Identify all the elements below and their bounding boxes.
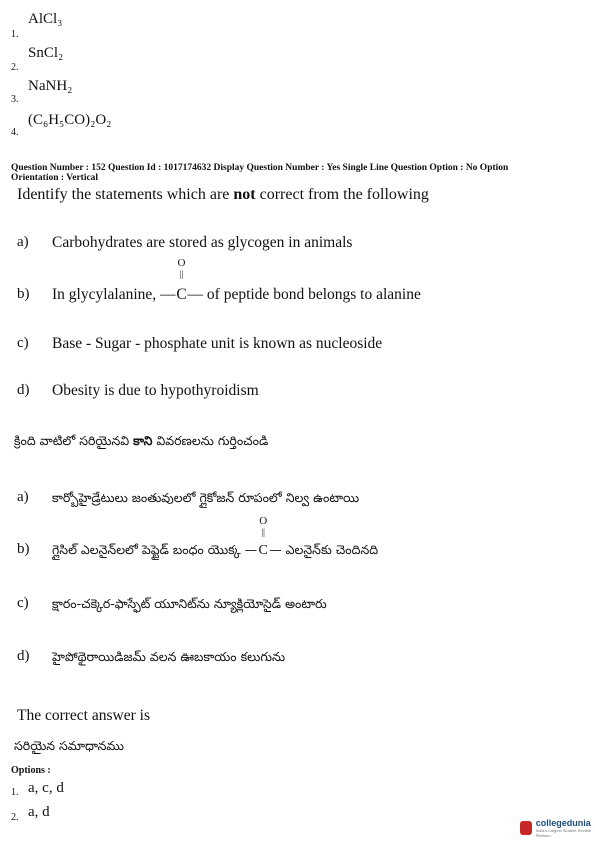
statement-text-part: — ఎలనైన్‌కు చెందినది (269, 542, 379, 557)
statement-text: కార్బోహైడ్రేటులు జంతువులలో గ్లైకోజన్ రూపంలో నిల్వ ఉంటాయి (52, 490, 360, 505)
logo-brand: collegedunia (535, 818, 591, 828)
statement-text: Obesity is due to hypothyroidism (52, 382, 259, 399)
question-meta (11, 163, 591, 183)
statement-label: a) (17, 489, 29, 505)
carbon-symbol: C (258, 543, 268, 558)
statement-text: Carbohydrates are stored as glycogen in animals (52, 234, 353, 251)
option-formula: (C₆H₅CO)₂O₂ (28, 112, 112, 128)
option-formula: AlCl₃ (28, 11, 63, 27)
double-bond: || (179, 269, 184, 279)
meta-line-1: Question Number : 152 Question Id : 1017174632 Display Question Number : Yes Single Line Question Option : No Option (11, 163, 509, 173)
oxygen-symbol: O (259, 515, 268, 527)
meta-line-2: Orientation : Vertical (11, 173, 99, 183)
question-emphasis: not (233, 186, 256, 203)
statement-label: b) (17, 541, 30, 557)
statement-text: హైపోథైరాయిడిజమ్ వలన ఊబకాయం కలుగును (52, 649, 286, 664)
question-text-part: Identify the statements which are (17, 186, 234, 203)
option-number: 4. (11, 127, 19, 138)
oxygen-symbol: O (177, 257, 186, 269)
question-text-part: correct from the following (255, 186, 429, 203)
statement-label: d) (17, 382, 30, 398)
statement-text-part: గ్లైసిల్ ఎలనైన్‌లలో పెప్టైడ్ బంధం యొక్క — (52, 542, 258, 557)
statement-label: a) (17, 234, 29, 250)
options-heading: Options : (11, 765, 51, 776)
question-text-en (17, 186, 429, 204)
collegedunia-logo (520, 818, 595, 838)
option-formula: SnCl₂ (28, 45, 64, 61)
question-text-part: క్రింది వాటిలో సరియైనవి (14, 433, 134, 448)
answer-option-text: a, c, d (28, 780, 64, 796)
statement-label: c) (17, 595, 29, 611)
option-number: 3. (11, 94, 19, 105)
double-bond: || (261, 527, 265, 537)
carbonyl-group (176, 257, 188, 304)
logo-mark-icon (520, 821, 532, 835)
option-formula: NaNH₂ (28, 78, 73, 94)
question-emphasis: కాని (133, 433, 153, 448)
statement-label: c) (17, 335, 29, 351)
option-number: 1. (11, 29, 19, 40)
statement-label: b) (17, 286, 30, 302)
statement-text (52, 257, 421, 304)
question-text-part: వివరణలను గుర్తించండి (152, 433, 269, 448)
option-number: 2. (11, 62, 19, 73)
answer-option-text: a, d (28, 804, 50, 820)
carbon-symbol: C (176, 286, 187, 303)
statement-text-part: In glycylalanine, — (52, 286, 176, 303)
statement-label: d) (17, 648, 30, 664)
correct-answer-en: The correct answer is (17, 707, 150, 724)
carbonyl-group (257, 515, 269, 559)
answer-option-number: 1. (11, 787, 19, 798)
logo-tagline: India's Largest Student Review Platform (535, 828, 591, 838)
correct-answer-te: సరియైన సమాధానము (14, 738, 124, 753)
statement-text (52, 515, 379, 561)
statement-text-part: — of peptide bond belongs to alanine (187, 286, 421, 303)
answer-option-number: 2. (11, 812, 19, 823)
statement-text: క్షారం-చక్కెర-ఫాస్ఫేట్ యూనిట్‌ను న్యూక్లియోసైడ్ అంటారు (52, 596, 327, 611)
question-text-te (14, 433, 268, 452)
statement-text: Base - Sugar - phosphate unit is known as nucleoside (52, 335, 383, 352)
